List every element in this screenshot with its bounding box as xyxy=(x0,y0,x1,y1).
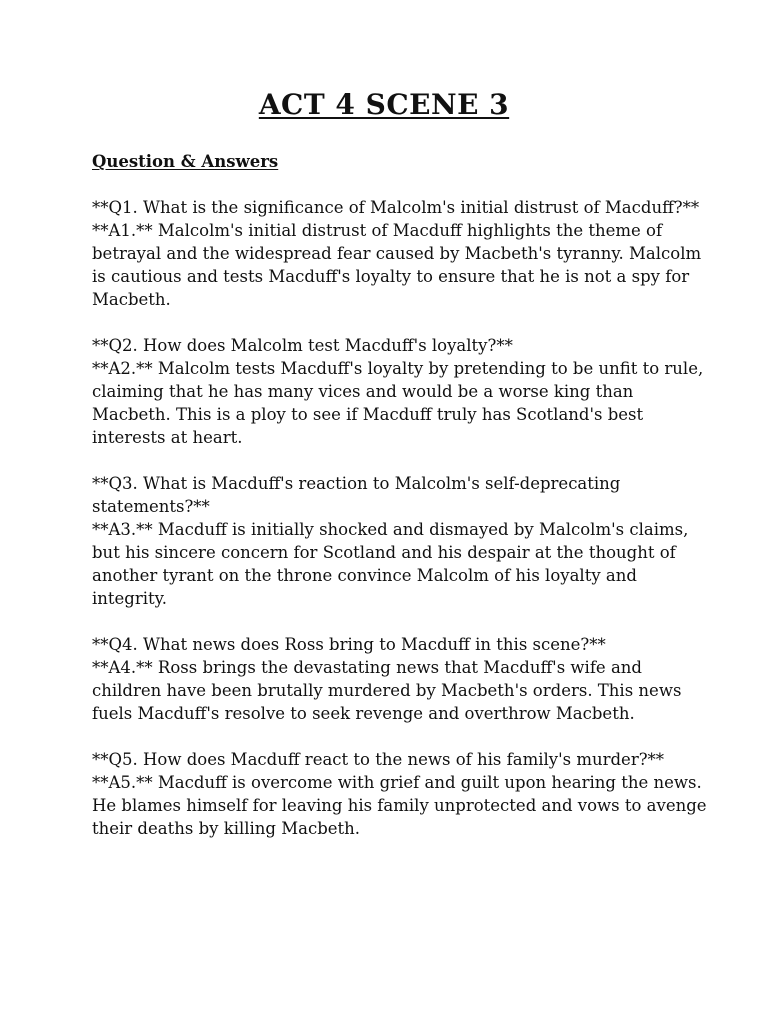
question-text: **Q3. What is Macduff's reaction to Malcolm's self-deprecating statements?** xyxy=(92,474,621,516)
answer-text: **A1.** Malcolm's initial distrust of Macduff highlights the theme of betrayal and the widespread fear caused by Macbeth's tyranny. Malcolm is cautious and tests Macduff's loyalty to ensure that he is not a spy for Macbeth. xyxy=(92,221,702,309)
question-text: **Q2. How does Malcolm test Macduff's loyalty?** xyxy=(92,336,513,355)
qa-item-5 xyxy=(92,748,712,840)
qa-item-4 xyxy=(92,633,712,725)
qa-item-3 xyxy=(92,472,712,610)
answer-text: **A4.** Ross brings the devastating news that Macduff's wife and children have been brutally murdered by Macbeth's orders. This news fuels Macduff's resolve to seek revenge and overthrow Macbeth. xyxy=(92,658,682,723)
qa-item-2 xyxy=(92,334,712,449)
qa-list xyxy=(92,196,712,863)
answer-text: **A5.** Macduff is overcome with grief and guilt upon hearing the news. He blames himself for leaving his family unprotected and vows to avenge their deaths by killing Macbeth. xyxy=(92,773,707,838)
qa-item-1 xyxy=(92,196,712,311)
question-text: **Q4. What news does Ross bring to Macduff in this scene?** xyxy=(92,635,606,654)
section-heading: Question & Answers xyxy=(92,152,279,171)
question-text: **Q5. How does Macduff react to the news of his family's murder?** xyxy=(92,750,665,769)
page-title: ACT 4 SCENE 3 xyxy=(258,88,510,121)
answer-text: **A2.** Malcolm tests Macduff's loyalty by pretending to be unfit to rule, claiming that he has many vices and would be a worse king than Macbeth. This is a ploy to see if Macduff truly has Scotland's best interests at heart. xyxy=(92,359,704,447)
answer-text: **A3.** Macduff is initially shocked and dismayed by Malcolm's claims, but his sincere concern for Scotland and his despair at the thought of another tyrant on the throne convince Malcolm of his loyalty and integrity. xyxy=(92,520,689,608)
question-text: **Q1. What is the significance of Malcolm's initial distrust of Macduff?** xyxy=(92,198,700,217)
